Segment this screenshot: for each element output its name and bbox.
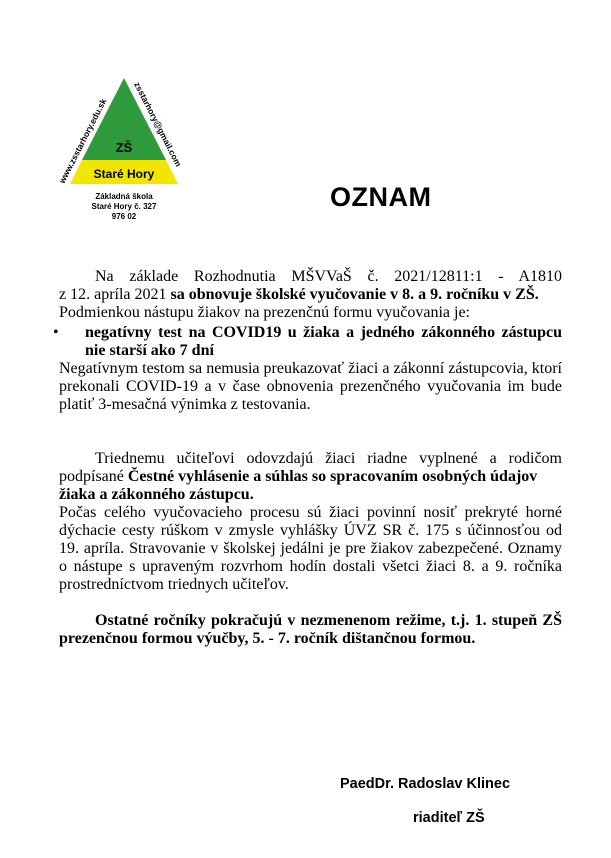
form-signed-text: podpísané	[59, 468, 128, 485]
logo-website: www.zsstarhory.edu.sk	[56, 96, 109, 185]
logo-email: zsstarhory@gmail.com	[132, 80, 184, 169]
paragraph-masks: Počas celého vyučovacieho procesu sú žiaci povinní nosiť prekryté horné dýchacie cesty rúškom v zmysle vyhlášky ÚVZ SR č. 175 s účinnosťou od 19. apríla. Stravovanie v školskej jedálni je pre žiakov zabezpečené. Oznamy o nástupe s upraveným rozvrhom hodín dostali všetci žiaci 8. a 9. ročníka prostredníctvom triednych učiteľov.	[59, 504, 562, 593]
logo-address-line2: Staré Hory č. 327	[91, 202, 157, 211]
paragraph-form-line3: žiaka a zákonného zástupcu.	[59, 486, 254, 503]
logo-address-line3: 976 02	[111, 212, 137, 221]
signature-name: PaedDr. Radoslav Klinec	[340, 776, 511, 792]
form-bold-text: Čestné vyhlásenie a súhlas so spracovaním osobných údajov	[127, 468, 538, 485]
list-item	[53, 324, 562, 360]
paragraph-other-grades: Ostatné ročníky pokračujú v nezmenenom režime, t.j. 1. stupeň ZŠ prezenčnou formou výučby, 5. - 7. ročník dištančnou formou.	[59, 612, 562, 647]
decision-date-text: z 12. apríla 2021	[59, 286, 171, 303]
announcement-body	[53, 268, 562, 648]
paragraph-condition-intro: Podmienkou nástupu žiakov na prezenčnú formu vyučovania je:	[59, 304, 470, 321]
bullet-marker: •	[53, 324, 59, 341]
signature-role: riaditeľ ZŠ	[413, 810, 485, 826]
paragraph-form-line2	[59, 468, 562, 486]
paragraph-decision-line2	[59, 286, 562, 304]
bullet-line2: nie starší ako 7 dní	[85, 342, 214, 359]
page-title: OZNAM	[330, 182, 432, 212]
decision-bold-text: sa obnovuje školské vyučovanie v 8. a 9. ročníku v ZŠ.	[170, 286, 539, 303]
logo-address-line1: Základná škola	[95, 192, 153, 201]
logo-banner: Staré Hory	[93, 167, 155, 181]
logo-badge: ZŠ	[115, 140, 133, 155]
bullet-line1: negatívny test na COVID19 u žiaka a jedného zákonného zástupcu	[85, 324, 562, 341]
school-logo	[48, 72, 198, 242]
school-logo-graphic	[48, 72, 198, 242]
paragraph-form-line1: Triednemu učiteľovi odovzdajú žiaci riadne vyplnené a rodičom	[95, 450, 562, 467]
paragraph-exemption: Negatívnym testom sa nemusia preukazovať žiaci a zákonní zástupcovia, ktorí prekonali COVID-19 a v čase obnovenia prezenčného vyučovania im bude platiť 3-mesačná výnimka z testovania.	[59, 360, 562, 413]
paragraph-decision-line1: Na základe Rozhodnutia MŠVVaŠ č. 2021/12811:1 - A1810	[95, 268, 562, 285]
